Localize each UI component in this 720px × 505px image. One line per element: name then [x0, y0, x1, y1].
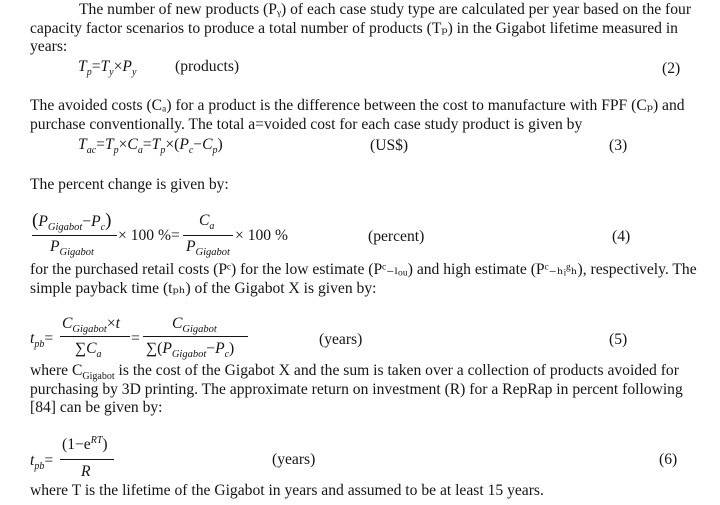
equation-4-unit: (percent) — [368, 228, 425, 245]
equation-5-number: (5) — [609, 331, 628, 348]
equation-4-number: (4) — [612, 228, 631, 245]
paragraph-gigabot-cost: where $C_{Gigabot}$ is the cost of the Gigabot X and the sum is taken over a collection of products avoided for purchasing by 3D printing. The approximate return on investment (R) for a RepRap in percent following [84] can be given by: — [30, 362, 683, 416]
equation-2-unit: (products) — [175, 58, 240, 75]
paragraph-percent-change: The percent change is given by: — [30, 176, 229, 193]
equation-5-unit: (years) — [319, 331, 363, 348]
equation-3-number: (3) — [609, 137, 628, 154]
equation-6-unit: (years) — [272, 451, 316, 468]
paragraph-lifetime: where T is the lifetime of the Gigabot in years and assumed to be at least 15 years. — [30, 482, 544, 499]
paragraph-avoided-costs: The avoided costs (Cₐ) for a product is the difference between the cost to manufacture with FPF (Cₚ) and purchase conventionally. The total a=voided cost for each case study product is given by — [30, 97, 685, 133]
equation-2-number: (2) — [662, 60, 681, 77]
paragraph-payback: for the purchased retail costs (Pᶜ) for the low estimate (Pᶜ₋ₗₒᵤ) and high estimate (Pᶜ₋ₕᵢᵍₕ), respectively. The simple payback time (tₚₕ) of the Gigabot X is given by: — [30, 261, 697, 297]
paragraph-products: The number of new products (Pᵧ) of each case study type are calculated per year based on the four capacity factor scenarios to produce a total number of products (Tₚ) in the Gigabot lifetime measured in years: — [30, 1, 692, 55]
equation-6-number: (6) — [659, 451, 678, 468]
equation-3: $T_{ac}=T_p\times C_a=T_p\times(P_c-C_p)$ — [78, 136, 223, 157]
equation-2: $T_p=T_y\times P_y$ — [78, 58, 137, 79]
equation-3-unit: (US$) — [370, 137, 409, 154]
